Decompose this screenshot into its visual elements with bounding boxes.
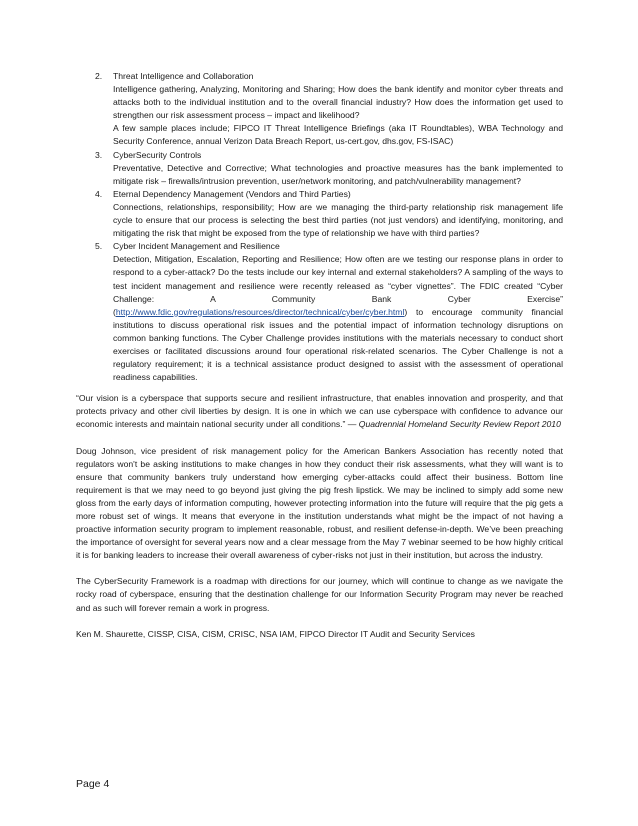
body-paragraph: The CyberSecurity Framework is a roadmap with directions for our journey, which will continue to change as we navigate the rocky road of cyberspace, ensuring that the destination challenge for our Information Security Program may never be reached and as such will forever remain a work in progress.: [76, 576, 563, 613]
item-number: 4.: [95, 188, 103, 199]
item-text: Preventative, Detective and Corrective; What technologies and proactive measures has the bank implemented to mitigate risk – firewalls/intrusion prevention, user/network monitoring, and patch/vulnerability management?: [113, 162, 563, 186]
item-text: A few sample places include; FIPCO IT Threat Intelligence Briefings (aka IT Roundtables), WBA Technology and Security Conference, annual Verizon Data Breach Report, us-cert.gov, dhs.gov, FS-ISAC): [113, 123, 563, 147]
item-text: Connections, relationships, responsibility; How are we managing the third-party relationship risk management life cycle to ensure that our process is selecting the best third parties (not just vendors) and identifying, monitoring, and mitigating the risk that might be exposed from the type of relationship we have with third parties?: [113, 201, 563, 239]
item-heading: Eternal Dependency Management (Vendors and Third Parties): [113, 188, 351, 199]
item-number: 5.: [95, 241, 103, 252]
body-paragraph: Doug Johnson, vice president of risk management policy for the American Bankers Association has recently noted that regulators won't be asking institutions to make changes in how they conduct their risk assessments, what they will want is to ensure that community bankers truly understand how emerging cyber-attacks could affect their business. Bottom line requirement is that we may need to go beyond just giving the pig fresh lipstick. We may be inclined to simply add some new gloss from the early days of information computing, however protecting information into the future will require that the pig gets a more robust set of wings. It means that everyone in the institution understands what might be the impact of not having a proactive information security program to implement reasonable, robust, and resilient defense-in-depth. We’ve been preaching the importance of oversight for several years now and a clear message from the May 7 webinar seemed to be how highly critical it is for banking leaders to increase their overall awareness of cyber-risks not just in their institution, but across the industry.: [76, 445, 563, 561]
item-heading: Cyber Incident Management and Resilience: [113, 241, 280, 252]
list-item: [76, 240, 563, 384]
numbered-list: [76, 70, 563, 384]
vision-quote: [76, 392, 563, 431]
page-content: [76, 70, 563, 641]
item-text: Intelligence gathering, Analyzing, Monitoring and Sharing; How does the bank identify and monitor cyber threats and attacks both to the individual institution and to the overall financial industry? How does the information get used to strengthen our risk assessment process – impact and likelihood?: [113, 84, 563, 121]
list-item: [76, 70, 563, 149]
item-text-after-link: ) to encourage community financial institutions to discuss operational risk issues and the potential impact of information technology disruptions on common banking functions. The Cyber Challenge provides institutions with the materials necessary to conduct short exercises or facilitated discussions around four operational risk-related scenarios. The Cyber Challenge is not a regulatory requirement; it is a technical assistance product designed to assist with the assessment of operational readiness capabilities.: [113, 306, 563, 383]
item-number: 3.: [95, 149, 103, 160]
item-heading: CyberSecurity Controls: [113, 149, 202, 160]
item-text-before-link: Detection, Mitigation, Escalation, Reporting and Resilience; How often are we testing our response plans in order to respond to a cyber-attack? Do the tests include our key internal and external stakeholders? A sampling of the ways to test incident management and resilience were recently released as “cyber vignettes”. The FDIC created “Cyber Challenge: A Community Bank Cyber Exercise” (: [113, 254, 563, 317]
page-number: Page 4: [76, 778, 110, 790]
author-signature: Ken M. Shaurette, CISSP, CISA, CISM, CRISC, NSA IAM, FIPCO Director IT Audit and Security Services: [76, 628, 475, 639]
item-heading: Threat Intelligence and Collaboration: [113, 71, 254, 81]
item-text: [113, 253, 563, 384]
quote-text: “Our vision is a cyberspace that supports secure and resilient infrastructure, that enables innovation and prosperity, and that protects privacy and other civil liberties by design. It is one in which we can use cyberspace with confidence to advance our economic interests and maintain national security under all conditions.” —: [76, 393, 563, 430]
list-item: [76, 149, 563, 188]
fdic-cyber-challenge-link[interactable]: http://www.fdic.gov/regulations/resources/director/technical/cyber/cyber.html: [115, 306, 405, 317]
quote-source: Quadrennial Homeland Security Review Report 2010: [358, 419, 561, 430]
item-number: 2.: [95, 71, 103, 81]
list-item: [76, 188, 563, 240]
